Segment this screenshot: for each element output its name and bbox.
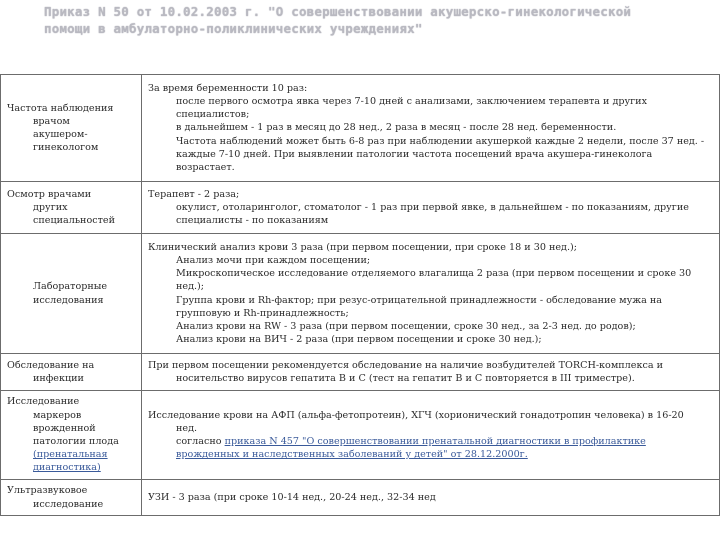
content-line [148, 435, 713, 448]
label-line: Обследование на [7, 359, 95, 371]
content-line: Клинический анализ крови 3 раза (при первом посещении, при сроке 18 и 30 нед.); [148, 241, 577, 253]
content-line: Частота наблюдений может быть 6-8 раз при наблюдении акушеркой каждые 2 недели, после 37 нед. - [176, 135, 705, 147]
table-row [1, 480, 720, 516]
row-label [1, 182, 142, 234]
title-line-1: Приказ N 50 от 10.02.2003 г. "О совершенствовании акушерско-гинекологической [44, 4, 632, 19]
content-line: групповую и Rh-принадлежность; [176, 307, 349, 319]
content-line: Анализ мочи при каждом посещении; [176, 254, 371, 266]
label-line: патологии плода [33, 436, 119, 447]
label-line: врачом [33, 115, 70, 127]
table-row [1, 182, 720, 234]
label-line: Исследование [7, 396, 80, 408]
prenatal-diagnostics-link[interactable]: диагностика) [33, 462, 101, 474]
content-line: каждые 7-10 дней. При выявлении патологии частота посещений врача акушера-гинеколога [176, 148, 653, 160]
content-line: Группа крови и Rh-фактор; при резус-отрицательной принадлежности - обследование мужа на [176, 294, 662, 306]
content-line: Анализ крови на ВИЧ - 2 раза (при первом посещении и сроке 30 нед.); [176, 334, 542, 346]
content-line: носительство вирусов гепатита B и C (тест на гепатит B и C повторяется в III триместре). [176, 373, 635, 384]
label-line: Лабораторные [33, 281, 108, 293]
label-line: Ультразвуковое [7, 485, 88, 497]
label-line: Осмотр врачами [7, 188, 92, 200]
row-content [142, 480, 720, 516]
row-content [142, 391, 720, 480]
content-line: возрастает. [176, 162, 235, 173]
table-row [1, 75, 720, 182]
table-row [1, 234, 720, 354]
content-line: Анализ крови на RW - 3 раза (при первом посещении, сроке 30 нед., за 2-3 нед. до родов); [176, 320, 636, 332]
label-line: инфекции [33, 373, 84, 384]
row-label [1, 391, 142, 480]
title-line-2: помощи в амбулаторно-поликлинических учреждениях" [44, 21, 423, 36]
row-content [142, 75, 720, 182]
content-line: При первом посещении рекомендуется обследование на наличие возбудителей TORCH-комплекса и [148, 359, 663, 371]
content-line: окулист, отоларинголог, стоматолог - 1 раз при первой явке, в дальнейшем - по показаниям, другие [176, 201, 689, 213]
prenatal-diagnostics-link[interactable]: (пренатальная [33, 449, 108, 461]
pregnancy-observation-table [0, 74, 720, 516]
content-line: УЗИ - 3 раза (при сроке 10-14 нед., 20-24 нед., 32-34 нед [148, 491, 436, 503]
content-line: нед.); [176, 281, 205, 293]
table-row [1, 391, 720, 480]
content-line: нед. [176, 422, 198, 434]
label-line: Частота наблюдения [7, 102, 114, 114]
content-line: Исследование крови на АФП (альфа-фетопротеин), ХГЧ (хорионический гонадотропин человека) в 16-20 [148, 409, 684, 421]
label-line: врожденной [33, 422, 96, 434]
label-line: специальностей [33, 215, 115, 227]
page-title [44, 3, 714, 37]
table-row [1, 354, 720, 391]
content-line: в дальнейшем - 1 раз в месяц до 28 нед., 2 раза в месяц - после 28 нед. беременности. [176, 122, 617, 134]
row-label [1, 234, 142, 354]
content-line: специалисты - по показаниям [176, 215, 329, 227]
label-line: других [33, 201, 68, 213]
row-label [1, 480, 142, 516]
row-label [1, 75, 142, 182]
row-label [1, 354, 142, 391]
content-line: после первого осмотра явка через 7-10 дней с анализами, заключением терапевта и других [176, 95, 647, 107]
label-line: маркеров [33, 409, 82, 421]
content-text: согласно [176, 436, 222, 447]
label-line: исследование [33, 498, 104, 510]
content-line: Микроскопическое исследование отделяемого влагалища 2 раза (при первом посещении и сроке 30 [176, 268, 692, 280]
row-content [142, 182, 720, 234]
order-457-link[interactable]: приказа N 457 "О совершенствовании пренатальной диагностики в профилактике [224, 436, 646, 447]
content-line: Терапевт - 2 раза; [148, 188, 240, 200]
order-457-link[interactable]: врожденных и наследственных заболеваний у детей" от 28.12.2000г. [176, 449, 528, 461]
content-line: специалистов; [176, 109, 250, 121]
row-content [142, 234, 720, 354]
label-line: гинекологом [33, 142, 99, 154]
label-line: исследования [33, 294, 104, 306]
content-line: За время беременности 10 раз: [148, 82, 308, 94]
row-content [142, 354, 720, 391]
label-line: акушером- [33, 129, 88, 140]
